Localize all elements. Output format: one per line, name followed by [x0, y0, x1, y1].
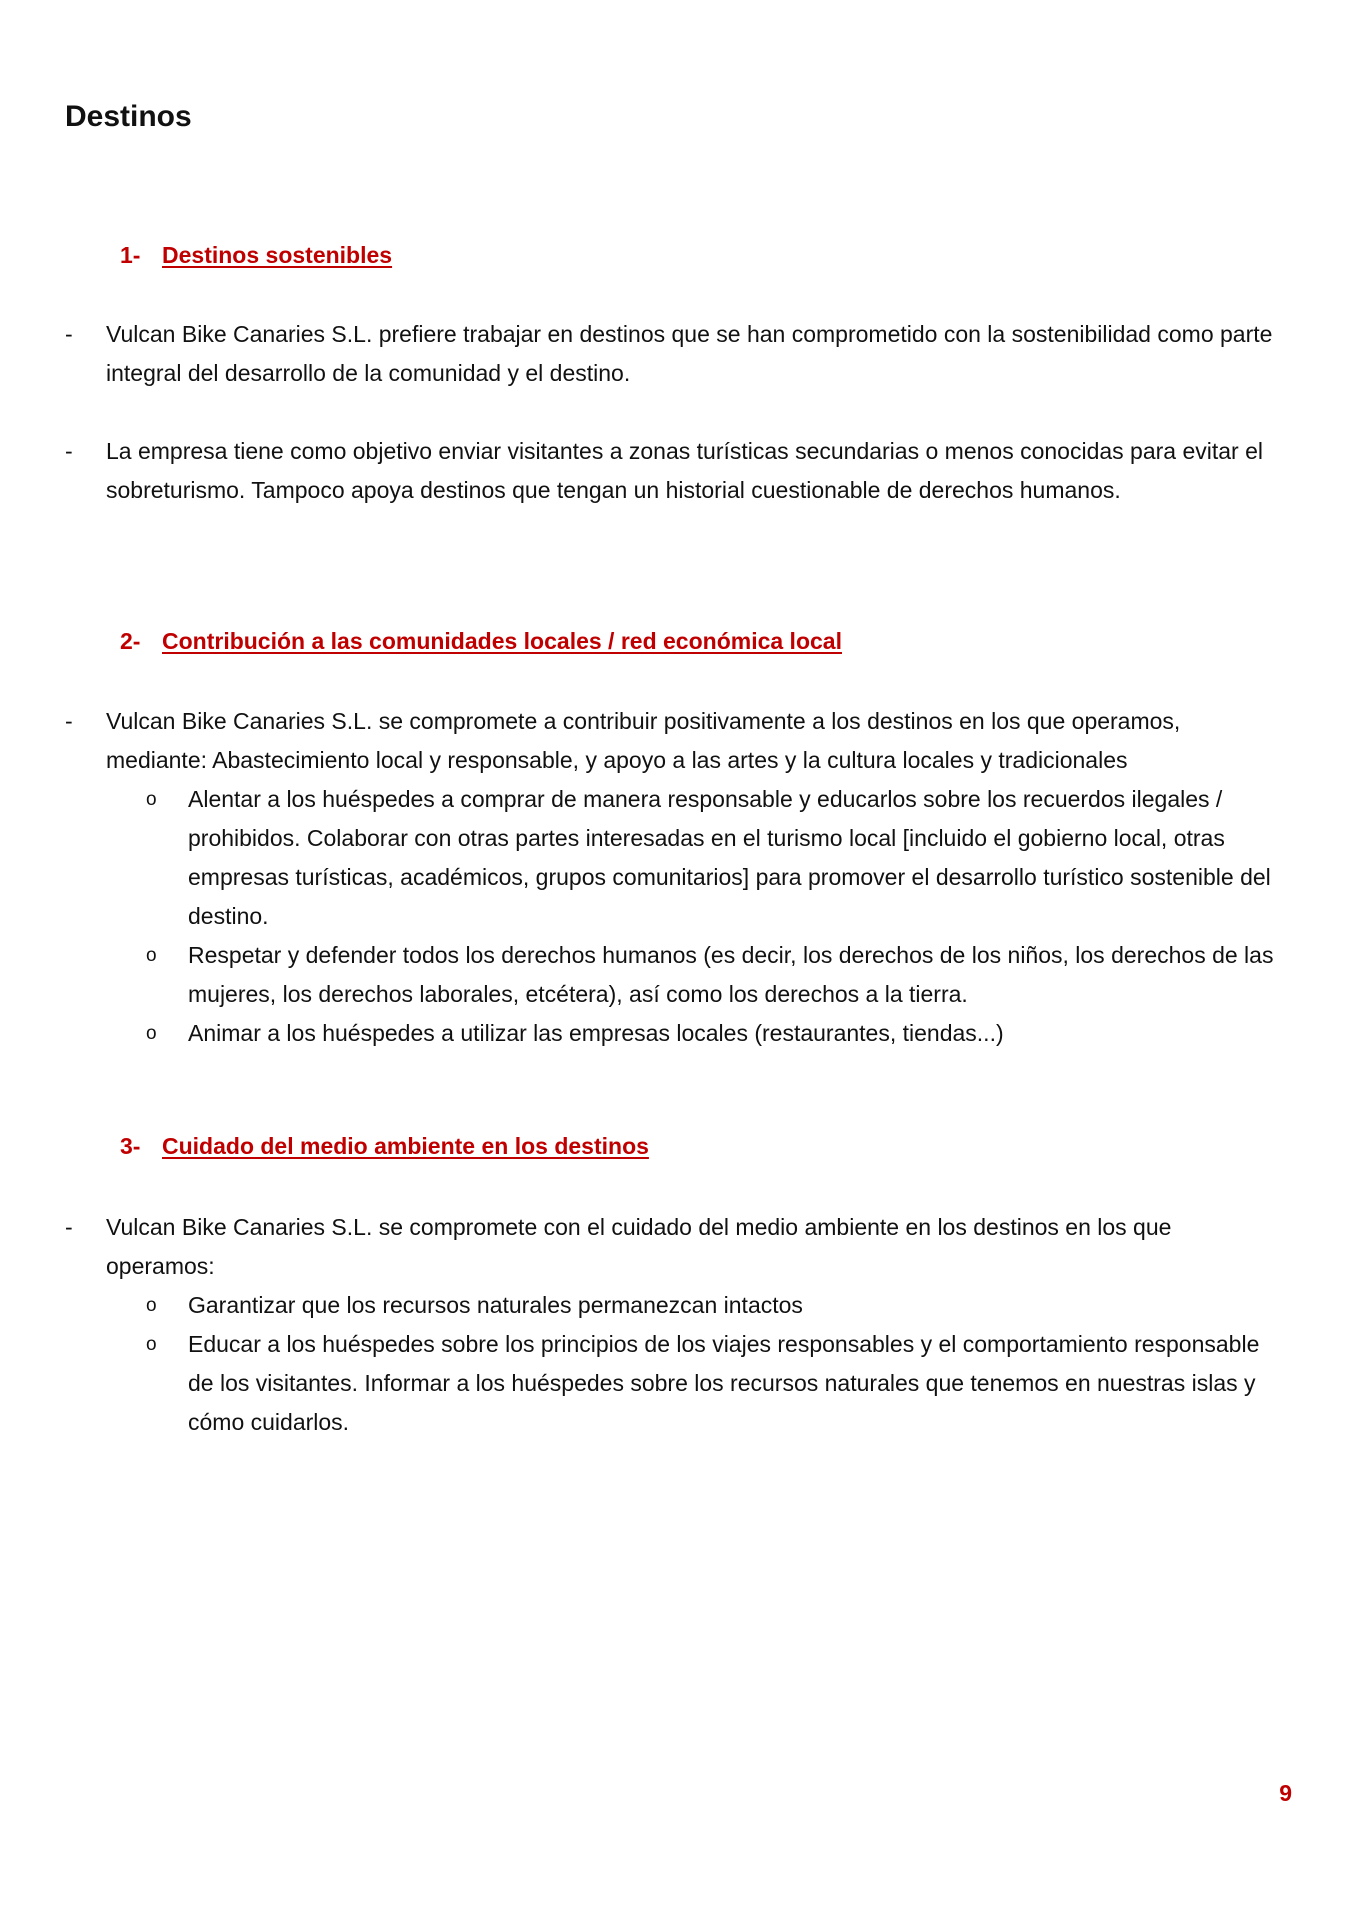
section-title: Destinos sostenibles — [162, 242, 393, 268]
paragraph — [65, 1208, 1280, 1286]
dash-marker: - — [65, 321, 73, 347]
page-number: 9 — [1279, 1780, 1292, 1806]
circle-bullet-icon: o — [146, 1295, 157, 1316]
circle-bullet-icon: o — [146, 789, 157, 810]
circle-bullet-icon: o — [146, 1334, 157, 1355]
paragraph — [65, 315, 1280, 393]
list-item-text: Respetar y defender todos los derechos humanos (es decir, los derechos de los niños, los derechos de las mujeres, los derechos laborales, etcétera), así como los derechos a la tierra. — [188, 942, 1274, 1007]
page-title: Destinos — [65, 100, 192, 133]
section-heading-3 — [120, 1133, 649, 1160]
paragraph — [65, 702, 1280, 780]
paragraph — [65, 432, 1280, 510]
list-item — [146, 1325, 1286, 1442]
dash-marker: - — [65, 1214, 73, 1240]
list-item — [146, 780, 1286, 936]
circle-bullet-icon: o — [146, 1023, 157, 1044]
dash-marker: - — [65, 708, 73, 734]
paragraph-text: Vulcan Bike Canaries S.L. se compromete a contribuir positivamente a los destinos en los que operamos, mediante: Abastecimiento local y responsable, y apoyo a las artes y la cultura locales y tradicionales — [106, 708, 1181, 773]
list-item-text: Garantizar que los recursos naturales permanezcan intactos — [188, 1292, 803, 1318]
section-number: 1- — [120, 242, 141, 268]
section-number: 3- — [120, 1133, 141, 1159]
section-title: Contribución a las comunidades locales / red económica local — [162, 628, 842, 654]
bullet-list — [146, 1286, 1286, 1442]
list-item-text: Animar a los huéspedes a utilizar las empresas locales (restaurantes, tiendas...) — [188, 1020, 1004, 1046]
list-item — [146, 1286, 1286, 1325]
paragraph-text: Vulcan Bike Canaries S.L. prefiere trabajar en destinos que se han comprometido con la sostenibilidad como parte integral del desarrollo de la comunidad y el destino. — [106, 321, 1273, 386]
list-item-text: Alentar a los huéspedes a comprar de manera responsable y educarlos sobre los recuerdos ilegales / prohibidos. Colaborar con otras partes interesadas en el turismo local [incluido el gobierno local, otras empresas turísticas, académicos, grupos comunitarios] para promover el desarrollo turístico sostenible del destino. — [188, 786, 1271, 929]
circle-bullet-icon: o — [146, 945, 157, 966]
section-number: 2- — [120, 628, 141, 654]
dash-marker: - — [65, 438, 73, 464]
list-item-text: Educar a los huéspedes sobre los principios de los viajes responsables y el comportamiento responsable de los visitantes. Informar a los huéspedes sobre los recursos naturales que tenemos en nuestras islas y cómo cuidarlos. — [188, 1331, 1260, 1435]
paragraph-text: Vulcan Bike Canaries S.L. se compromete con el cuidado del medio ambiente en los destinos en los que operamos: — [106, 1214, 1172, 1279]
list-item — [146, 1014, 1286, 1053]
section-heading-1 — [120, 242, 392, 269]
paragraph-text: La empresa tiene como objetivo enviar visitantes a zonas turísticas secundarias o menos conocidas para evitar el sobreturismo. Tampoco apoya destinos que tengan un historial cuestionable de derechos humanos. — [106, 438, 1263, 503]
bullet-list — [146, 780, 1286, 1053]
section-heading-2 — [120, 628, 842, 655]
list-item — [146, 936, 1286, 1014]
section-title: Cuidado del medio ambiente en los destinos — [162, 1133, 649, 1159]
